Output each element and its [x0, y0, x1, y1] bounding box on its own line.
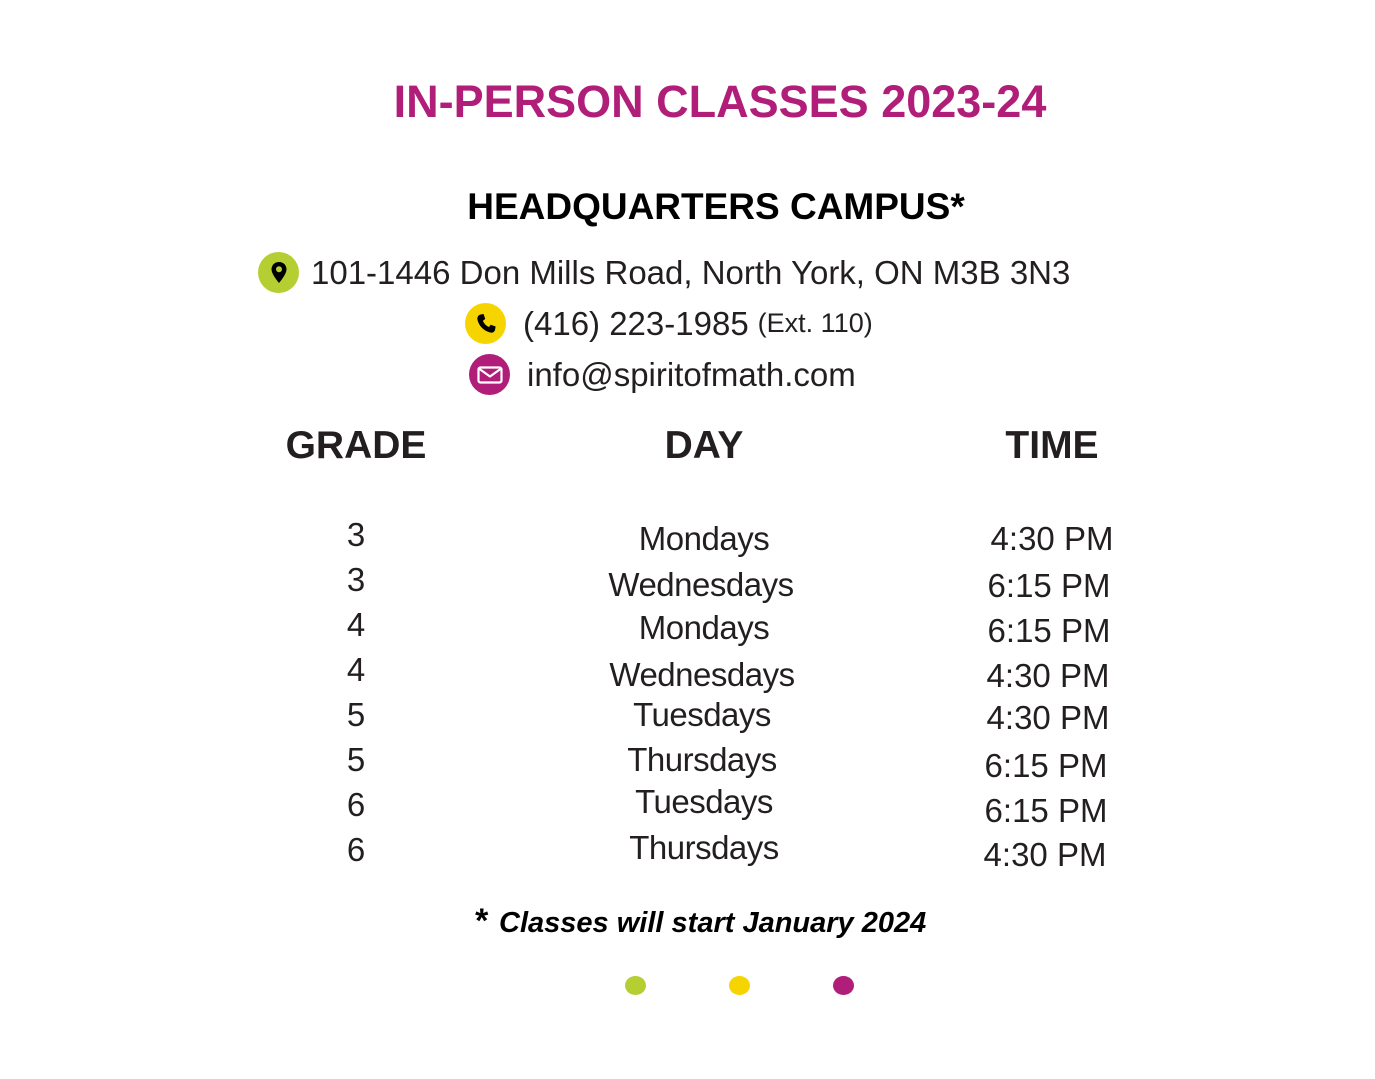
row-time: 4:30 PM — [990, 520, 1114, 557]
phone-extension: (Ext. 110) — [757, 308, 873, 338]
footnote-asterisk: * — [473, 902, 487, 940]
page-title: IN-PERSON CLASSES 2023-24 — [393, 76, 1047, 127]
envelope-icon — [469, 354, 510, 395]
row-day: Tuesdays — [633, 696, 771, 733]
address-text: 101-1446 Don Mills Road, North York, ON M3B 3N3 — [311, 253, 1071, 291]
row-day: Mondays — [638, 520, 770, 557]
row-time: 6:15 PM — [987, 567, 1111, 604]
row-grade: 6 — [346, 786, 366, 823]
phone-icon — [465, 303, 506, 344]
column-header-time: TIME — [1005, 424, 1099, 467]
footnote — [0, 902, 1375, 941]
row-time: 4:30 PM — [986, 699, 1110, 736]
row-grade: 6 — [346, 831, 366, 868]
row-day: Mondays — [638, 609, 770, 646]
address-row — [258, 252, 1070, 293]
row-grade: 4 — [346, 651, 366, 688]
row-grade: 3 — [346, 516, 366, 553]
email-row — [469, 354, 856, 395]
phone-number: (416) 223-1985 — [523, 304, 749, 342]
column-header-grade: GRADE — [285, 424, 427, 467]
row-time: 6:15 PM — [984, 747, 1108, 784]
decorative-dot-green — [625, 976, 646, 995]
row-time: 6:15 PM — [987, 612, 1111, 649]
row-day: Wednesdays — [608, 566, 794, 603]
phone-row — [465, 303, 873, 344]
column-header-day: DAY — [664, 424, 744, 467]
decorative-dot-magenta — [833, 976, 854, 995]
decorative-dot-yellow — [729, 976, 750, 995]
row-day: Thursdays — [629, 829, 779, 866]
row-grade: 5 — [346, 696, 366, 733]
footnote-text: Classes will start January 2024 — [499, 907, 927, 939]
row-day: Wednesdays — [609, 656, 795, 693]
row-time: 4:30 PM — [986, 657, 1110, 694]
row-day: Thursdays — [627, 741, 777, 778]
map-pin-icon — [258, 252, 299, 293]
row-grade: 4 — [346, 606, 366, 643]
row-grade: 5 — [346, 741, 366, 778]
campus-name: HEADQUARTERS CAMPUS* — [467, 186, 965, 227]
row-day: Tuesdays — [635, 783, 773, 820]
row-time: 6:15 PM — [984, 792, 1108, 829]
row-grade: 3 — [346, 561, 366, 598]
row-time: 4:30 PM — [983, 836, 1107, 873]
email-address: info@spiritofmath.com — [527, 355, 856, 393]
